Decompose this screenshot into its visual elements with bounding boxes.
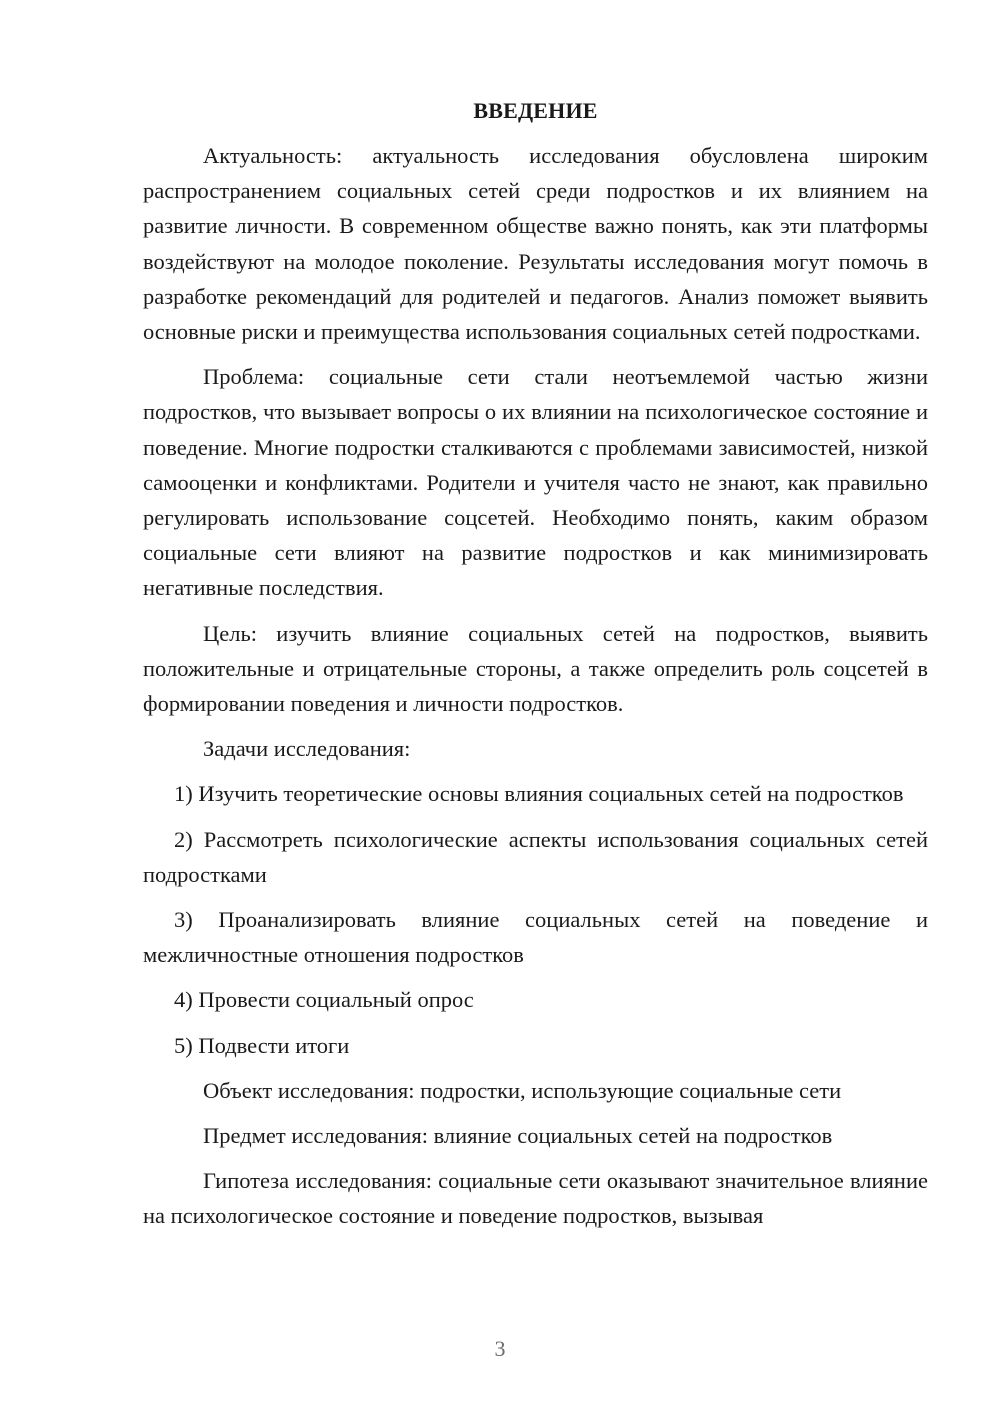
- task-item-4: 4) Провести социальный опрос: [174, 987, 474, 1013]
- paragraph-goal: Цель: изучить влияние социальных сетей на подростков, выявить положительные и отрицательные стороны, а также определить роль соцсетей в формировании поведения и личности подростков.: [143, 620, 928, 717]
- paragraph-relevance: Актуальность: актуальность исследования обусловлена широким распространением социальных сетей среди подростков и их влиянием на развитие личности. В современном обществе важно понять, как эти платформы воздействуют на молодое поколение. Результаты исследования могут помочь в разработке рекомендаций для родителей и педагогов. Анализ поможет выявить основные риски и преимущества использования социальных сетей подростками.: [143, 143, 928, 345]
- page-content: [143, 96, 928, 1244]
- task-item-5: 5) Подвести итоги: [174, 1032, 350, 1058]
- paragraph-hypothesis: Гипотеза исследования: социальные сети оказывают значительное влияние на психологическое состояние и поведение подростков, вызывая: [143, 1168, 928, 1229]
- task-item-1: 1) Изучить теоретические основы влияния социальных сетей на подростков: [174, 781, 904, 807]
- paragraph-problem: Проблема: социальные сети стали неотъемлемой частью жизни подростков, что вызывает вопросы о их влиянии на психологическое состояние и поведение. Многие подростки сталкиваются с проблемами зависимостей, низкой самооценки и конфликтами. Родители и учителя часто не знают, как правильно регулировать использование соцсетей. Необходимо понять, каким образом социальные сети влияют на развитие подростков и как минимизировать негативные последствия.: [143, 364, 928, 601]
- tasks-heading: Задачи исследования:: [203, 736, 411, 762]
- paragraph-subject: Предмет исследования: влияние социальных сетей на подростков: [203, 1123, 833, 1149]
- task-item-2: 2) Рассмотреть психологические аспекты использования социальных сетей подростками: [143, 826, 928, 887]
- paragraph-object: Объект исследования: подростки, использующие социальные сети: [203, 1077, 842, 1103]
- page-number: 3: [494, 1336, 506, 1361]
- page-title: ВВЕДЕНИЕ: [473, 98, 598, 123]
- task-item-3: 3) Проанализировать влияние социальных сетей на поведение и межличностные отношения подростков: [143, 907, 928, 968]
